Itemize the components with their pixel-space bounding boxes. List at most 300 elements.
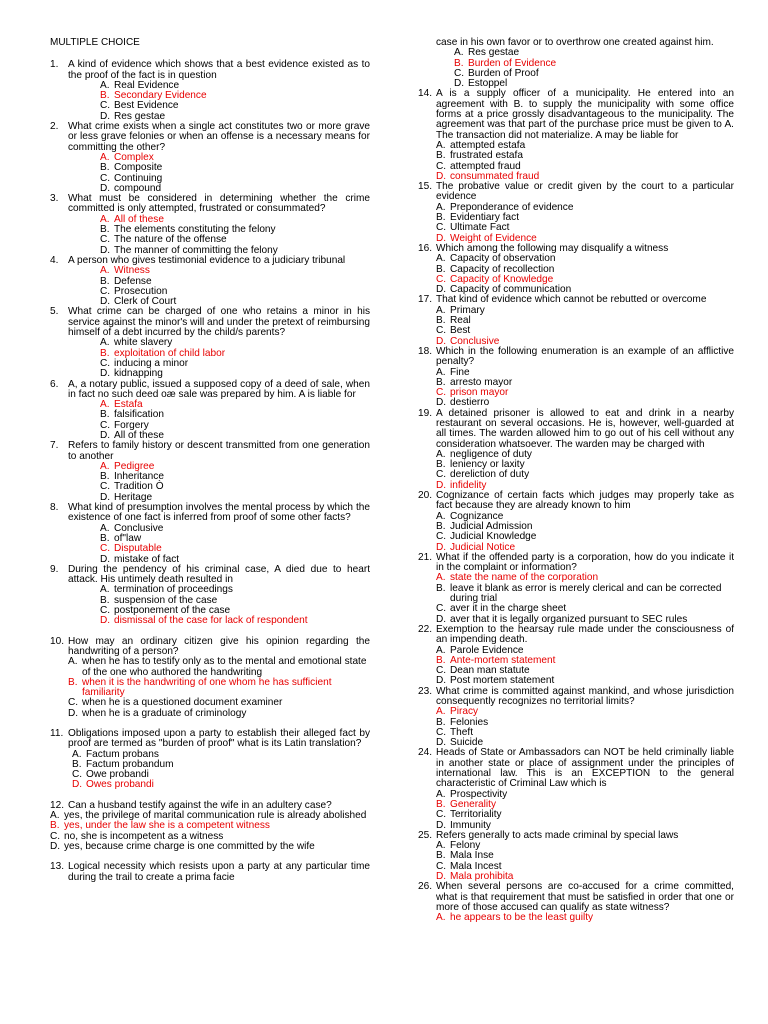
option-text: yes, the privilege of marital communication rule is already abolished	[64, 810, 367, 822]
option-text: Conclusive	[114, 522, 164, 534]
option-text: kidnapping	[114, 368, 163, 380]
question-text: What crime is committed against mankind, and whose jurisdiction consequently recognizes no territorial limits?	[436, 685, 734, 707]
option-list	[418, 203, 734, 244]
option-letter: A.	[436, 572, 446, 584]
question-item	[418, 182, 734, 244]
option-letter: B.	[100, 347, 110, 359]
option-letter: D.	[436, 335, 447, 347]
option-text: Estoppel	[468, 78, 508, 90]
question-item	[418, 491, 734, 553]
option-list	[50, 400, 370, 441]
option-text: Estafa	[114, 399, 143, 411]
option-text: Owes probandi	[86, 779, 154, 791]
option-letter: C.	[436, 387, 447, 399]
option-letter: B.	[100, 409, 110, 421]
option-list	[418, 841, 734, 882]
option-letter: A.	[100, 151, 110, 163]
option-letter: A.	[436, 912, 446, 924]
option-letter: C.	[436, 160, 447, 172]
option-letter: B.	[436, 263, 446, 275]
question-item	[418, 295, 734, 346]
option-text: Conclusive	[450, 335, 500, 347]
option-text: state the name of the corporation	[450, 572, 599, 584]
option-text: Best Evidence	[114, 100, 179, 112]
option-letter: A.	[100, 399, 110, 411]
option-text: Burden of Evidence	[468, 57, 557, 69]
option-text: Res gestae	[468, 47, 520, 59]
option-letter: B.	[100, 90, 110, 102]
question-number: 13.	[50, 861, 65, 873]
option-letter: A.	[436, 706, 446, 718]
option-list	[50, 657, 370, 719]
option-letter: C.	[100, 419, 111, 431]
option-text: leniency or laxity	[450, 459, 525, 471]
option-text: of"law	[114, 532, 142, 544]
question-item	[418, 748, 734, 830]
question-text: Heads of State or Ambassadors can NOT be held criminally liable in another state or place of assignment under the principles of international law. This is an EXCEPTION to the general characteristic of Criminal Law which is	[436, 747, 734, 790]
option-letter: D.	[50, 840, 61, 852]
option-text: Judicial Notice	[450, 541, 516, 553]
option-letter: A.	[68, 656, 78, 668]
option-text: consummated fraud	[450, 170, 540, 182]
option-text: inducing a minor	[114, 357, 189, 369]
question-number: 11.	[50, 728, 64, 739]
option-letter: C.	[436, 222, 447, 234]
question-item	[418, 244, 734, 295]
option-letter: C.	[100, 481, 111, 493]
option-letter: B.	[436, 150, 446, 162]
left-column	[50, 38, 370, 883]
option-letter: D.	[100, 429, 111, 441]
option-list	[418, 913, 734, 923]
option-text: when he is a questioned document examiner	[82, 697, 283, 709]
option-text: Witness	[114, 265, 150, 277]
option-text: Capacity of Knowledge	[450, 273, 554, 285]
option-letter: D.	[100, 615, 111, 627]
option-letter: C.	[100, 100, 111, 112]
question-number: 1.	[50, 59, 59, 71]
option-letter: D.	[100, 182, 111, 194]
option-text: Preponderance of evidence	[450, 201, 574, 213]
option-list	[50, 215, 370, 256]
option-letter: B.	[100, 224, 110, 236]
question-number: 21.	[418, 551, 433, 563]
option-text: he appears to be the least guilty	[450, 912, 594, 924]
option-text: Felony	[450, 840, 481, 852]
option-text: Prospectivity	[450, 788, 508, 800]
continued-question-stem: case in his own favor or to overthrow one created against him.	[436, 37, 714, 48]
option-letter: B.	[436, 716, 446, 728]
question-stem	[418, 491, 734, 512]
option-letter: A.	[436, 644, 446, 656]
option-letter: D.	[436, 541, 447, 553]
option-letter: D.	[436, 284, 447, 296]
question-item	[50, 503, 370, 565]
option-letter: D.	[100, 491, 111, 503]
question-stem	[50, 637, 370, 658]
option-text: Mala Inse	[450, 850, 494, 862]
question-text: A kind of evidence which shows that a best evidence existed as to the proof of the fact is in question	[68, 59, 370, 81]
answer-option	[68, 678, 370, 699]
option-list	[418, 790, 734, 831]
option-letter: A.	[50, 810, 60, 822]
option-letter: D.	[100, 553, 111, 565]
question-item	[50, 60, 370, 122]
option-text: Evidentiary fact	[450, 212, 520, 224]
question-item	[418, 625, 734, 687]
option-letter: C.	[68, 697, 79, 709]
option-letter: D.	[436, 737, 447, 749]
option-list	[50, 81, 370, 122]
option-text: All of these	[114, 429, 164, 441]
option-list	[418, 573, 734, 624]
question-text: What if the offended party is a corporation, how do you indicate it in the complaint or information?	[436, 551, 734, 574]
option-letter: C.	[436, 325, 447, 337]
answer-option	[100, 544, 370, 554]
option-text: Capacity of recollection	[450, 263, 555, 275]
option-letter: B.	[100, 162, 110, 174]
answer-option	[100, 616, 370, 626]
option-text: infidelity	[450, 479, 487, 491]
option-text: Dean man statute	[450, 665, 530, 677]
question-text: What crime can be charged of one who retains a minor in his service against the minor's will and under the pretext of reimbursing himself of a debt incurred by the child/s parents?	[68, 306, 370, 339]
question-stem	[50, 256, 370, 266]
option-text: Real	[450, 315, 471, 327]
question-text: When several persons are co-accused for a crime committed, what is that requirement that must be satisfied in order that one or more of those accused can qualify as state witness?	[436, 881, 734, 913]
option-text: Primary	[450, 304, 485, 316]
option-letter: C.	[436, 809, 447, 821]
question-item	[418, 687, 734, 749]
option-letter: B.	[436, 654, 446, 666]
option-text: when he is a graduate of criminology	[82, 707, 247, 719]
option-text: Heritage	[114, 491, 153, 503]
option-letter: C.	[50, 830, 61, 842]
option-text: Clerk of Court	[114, 296, 177, 308]
question-item	[418, 89, 734, 182]
option-letter: C.	[436, 603, 447, 615]
option-letter: D.	[436, 170, 447, 182]
option-letter: B.	[100, 275, 110, 287]
option-letter: C.	[436, 665, 447, 677]
option-text: termination of proceedings	[114, 584, 233, 596]
question-stem	[50, 729, 370, 750]
option-text: Best	[450, 325, 471, 337]
question-text: A detained prisoner is allowed to eat and drink in a nearby restaurant on several occasions. He is, however, well-guarded at all times. The warden allowed him to go out of his cell without any consideration whatsoever. The warden may be charged with	[436, 407, 734, 450]
option-text: dereliction of duty	[450, 469, 530, 481]
question-number: 24.	[418, 747, 433, 759]
question-item	[418, 347, 734, 409]
option-letter: C.	[436, 273, 447, 285]
question-text: That kind of evidence which cannot be rebutted or overcome	[436, 294, 707, 306]
option-text: aver it in the charge sheet	[450, 603, 567, 615]
option-text: Mala Incest	[450, 860, 502, 872]
option-letter: C.	[436, 860, 447, 872]
option-text: Ante-mortem statement	[450, 654, 556, 666]
question-number: 2.	[50, 121, 59, 133]
question-text: Refers to family history or descent transmitted from one generation to another	[68, 440, 370, 462]
option-letter: B.	[72, 758, 82, 770]
option-text: Post mortem statement	[450, 675, 555, 687]
option-letter: D.	[436, 675, 447, 687]
option-letter: A.	[100, 460, 110, 472]
option-letter: A.	[436, 448, 446, 460]
option-letter: C.	[454, 67, 465, 79]
option-text: Generality	[450, 798, 497, 810]
question-stem	[50, 862, 370, 883]
option-text: Defense	[114, 275, 152, 287]
option-text: Felonies	[450, 716, 489, 728]
question-item	[418, 409, 734, 491]
option-text: mistake of fact	[114, 553, 180, 565]
option-list	[418, 368, 734, 409]
option-text: Territoriality	[450, 809, 502, 821]
question-text: What must be considered in determining whether the crime committed is only attempted, frustrated or consummated?	[68, 193, 370, 215]
question-stem	[418, 625, 734, 646]
question-number: 10.	[50, 635, 65, 647]
answer-option	[72, 780, 370, 790]
option-text: Continuing	[114, 172, 163, 184]
option-text: Parole Evidence	[450, 644, 524, 656]
question-number: 3.	[50, 193, 59, 205]
option-letter: B.	[436, 520, 446, 532]
question-stem	[418, 89, 734, 140]
answer-option	[436, 718, 734, 728]
question-number: 15.	[418, 181, 433, 193]
option-letter: C.	[100, 234, 111, 246]
question-number: 4.	[50, 254, 59, 266]
option-text: yes, under the law she is a competent witness	[64, 820, 270, 832]
answer-option	[436, 316, 734, 326]
option-letter: B.	[50, 820, 60, 832]
continued-question-options	[418, 48, 734, 89]
option-letter: B.	[68, 676, 78, 688]
question-item	[418, 882, 734, 923]
question-number: 22.	[418, 623, 433, 635]
option-letter: B.	[436, 212, 446, 224]
option-text: Owe probandi	[86, 769, 149, 781]
option-text: leave it blank as error is merely clerical and can be corrected during trial	[450, 582, 722, 605]
answer-option	[436, 584, 734, 605]
option-letter: B.	[436, 315, 446, 327]
question-stem	[50, 380, 370, 401]
option-letter: A.	[100, 522, 110, 534]
question-number: 8.	[50, 502, 59, 514]
answer-option	[436, 913, 734, 923]
question-number: 17.	[418, 294, 433, 306]
option-letter: A.	[436, 304, 446, 316]
option-text: Prosecution	[114, 285, 168, 297]
option-text: attempted fraud	[450, 160, 521, 172]
option-text: attempted estafa	[450, 139, 526, 151]
option-text: Forgery	[114, 419, 149, 431]
question-number: 19.	[418, 407, 433, 419]
option-text: destierro	[450, 397, 490, 409]
right-column	[418, 38, 734, 924]
option-letter: A.	[454, 47, 464, 59]
question-text: The probative value or credit given by the court to a particular evidence	[436, 181, 734, 203]
option-text: exploitation of child labor	[114, 347, 226, 359]
page-title: MULTIPLE CHOICE	[50, 37, 140, 48]
option-letter: D.	[436, 871, 447, 883]
option-list	[418, 512, 734, 553]
question-stem	[50, 441, 370, 462]
option-letter: A.	[100, 265, 110, 277]
question-number: 25.	[418, 829, 433, 841]
question-text: What kind of presumption involves the mental process by which the existence of one fact is inferred from proof of some other facts?	[68, 502, 370, 524]
option-text: Real Evidence	[114, 79, 180, 91]
option-letter: D.	[436, 232, 447, 244]
option-letter: D.	[100, 368, 111, 380]
question-stem	[50, 194, 370, 215]
option-letter: A.	[436, 139, 446, 151]
option-text: falsification	[114, 409, 164, 421]
question-text: Logical necessity which resists upon a party at any particular time during the trail to create a prima facie	[68, 861, 370, 883]
option-letter: A.	[436, 201, 446, 213]
option-letter: A.	[72, 748, 82, 760]
option-letter: C.	[72, 769, 83, 781]
option-list	[418, 707, 734, 748]
option-letter: D.	[436, 479, 447, 491]
option-text: The nature of the offense	[114, 234, 227, 246]
option-letter: D.	[100, 296, 111, 308]
option-letter: C.	[436, 726, 447, 738]
answer-option	[436, 306, 734, 316]
option-letter: D.	[100, 110, 111, 122]
question-item	[50, 380, 370, 442]
option-letter: D.	[436, 819, 447, 831]
option-text: Secondary Evidence	[114, 90, 207, 102]
option-text: postponement of the case	[114, 605, 231, 617]
question-text: A, a notary public, issued a supposed copy of a deed of sale, when in fact no such deed oæ sale was prepared by him. A is liable for	[68, 378, 370, 400]
option-text: Cognizance	[450, 510, 504, 522]
answer-option	[100, 266, 370, 276]
question-stem	[418, 347, 734, 368]
question-item	[50, 862, 370, 883]
answer-option	[50, 842, 370, 852]
option-text: suspension of the case	[114, 594, 218, 606]
question-stem	[418, 409, 734, 450]
option-letter: B.	[436, 376, 446, 388]
option-text: The manner of committing the felony	[114, 244, 278, 256]
option-text: Pedigree	[114, 460, 155, 472]
option-letter: B.	[100, 471, 110, 483]
option-letter: C.	[100, 285, 111, 297]
option-list	[50, 462, 370, 503]
question-number: 9.	[50, 563, 59, 575]
option-text: Immunity	[450, 819, 491, 831]
option-text: Capacity of communication	[450, 284, 572, 296]
option-text: no, she is incompetent as a witness	[64, 830, 224, 842]
option-letter: A.	[436, 366, 446, 378]
option-text: Disputable	[114, 543, 162, 555]
option-letter: D.	[72, 779, 83, 791]
option-letter: A.	[436, 253, 446, 265]
question-number: 26.	[418, 881, 433, 893]
option-text: Weight of Evidence	[450, 232, 537, 244]
question-stem	[418, 748, 734, 789]
question-item	[50, 307, 370, 379]
question-number: 5.	[50, 306, 59, 318]
option-text: Burden of Proof	[468, 67, 539, 79]
option-text: Factum probans	[86, 748, 159, 760]
question-number: 12.	[50, 799, 65, 811]
option-text: prison mayor	[450, 387, 509, 399]
answer-option	[100, 369, 370, 379]
option-letter: B.	[100, 532, 110, 544]
option-list	[418, 141, 734, 182]
option-list	[50, 750, 370, 791]
option-letter: B.	[436, 459, 446, 471]
option-letter: C.	[436, 469, 447, 481]
question-text: A is a supply officer of a municipality. He entered into an agreement with B. to supply the municipality with some office forms at a price grossly disadvantageous to the municipality. The agreement was that part of the purchase price must be given to A. The transaction did not materialize. A may be liable for	[436, 88, 734, 141]
question-item	[418, 553, 734, 625]
question-item	[50, 729, 370, 791]
option-letter: C.	[100, 357, 111, 369]
option-letter: A.	[100, 584, 110, 596]
option-text: Capacity of observation	[450, 253, 556, 265]
option-list	[50, 811, 370, 852]
question-text: Which among the following may disqualify a witness	[436, 242, 669, 254]
question-stem	[418, 882, 734, 913]
question-item	[50, 441, 370, 503]
option-letter: A.	[100, 79, 110, 91]
option-letter: B.	[436, 582, 446, 594]
question-text: Exemption to the hearsay rule made under the consciousness of an impending death.	[436, 623, 734, 646]
answer-option	[436, 532, 734, 542]
option-text: negligence of duty	[450, 448, 532, 460]
option-text: white slavery	[114, 337, 173, 349]
question-stem	[50, 122, 370, 153]
option-list	[418, 306, 734, 347]
option-text: arresto mayor	[450, 376, 513, 388]
question-stem	[50, 307, 370, 338]
option-list	[50, 338, 370, 379]
question-number: 20.	[418, 490, 433, 502]
option-letter: C.	[100, 605, 111, 617]
option-letter: C.	[436, 531, 447, 543]
option-text: Suicide	[450, 737, 484, 749]
option-letter: A.	[436, 510, 446, 522]
option-letter: A.	[100, 213, 110, 225]
question-number: 18.	[418, 345, 433, 357]
question-text: Can a husband testify against the wife in an adultery case?	[68, 799, 332, 811]
option-text: compound	[114, 182, 162, 194]
question-number: 7.	[50, 440, 59, 452]
option-text: All of these	[114, 213, 164, 225]
option-text: when he has to testify only as to the mental and emotional state of the one who authored the handwriting	[82, 656, 367, 678]
option-letter: D.	[68, 707, 79, 719]
option-text: when it is the handwriting of one whom he has sufficient familiarity	[82, 676, 332, 699]
option-letter: D.	[436, 613, 447, 625]
option-letter: D.	[436, 397, 447, 409]
option-letter: C.	[100, 172, 111, 184]
option-list	[50, 153, 370, 194]
option-letter: B.	[436, 850, 446, 862]
question-stem	[50, 503, 370, 524]
option-text: frustrated estafa	[450, 150, 523, 162]
option-text: Ultimate Fact	[450, 222, 510, 234]
question-item	[50, 801, 370, 852]
question-text: A person who gives testimonial evidence to a judiciary tribunal	[68, 254, 346, 266]
option-list	[418, 646, 734, 687]
option-letter: B.	[454, 57, 464, 69]
option-letter: D.	[100, 244, 111, 256]
option-letter: A.	[436, 840, 446, 852]
question-item	[50, 256, 370, 307]
option-text: Composite	[114, 162, 163, 174]
option-text: Judicial Knowledge	[450, 531, 537, 543]
option-list	[50, 585, 370, 626]
